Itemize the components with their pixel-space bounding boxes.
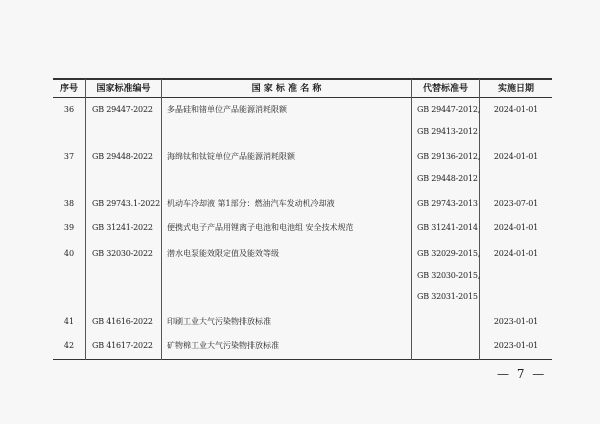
row-index: 39 <box>63 223 75 232</box>
header-index: 序号 <box>59 84 78 94</box>
header-name: 国 家 标 准 名 称 <box>251 84 322 94</box>
row-index: 36 <box>63 105 75 114</box>
row-code: GB 41616-2022 <box>92 317 153 326</box>
row-replaces: GB 32031-2015 <box>417 292 478 301</box>
header-code: 国家标准编号 <box>96 84 151 94</box>
row-date: 2023-07-01 <box>493 199 539 208</box>
row-name: 印刷工业大气污染物排放标准 <box>167 317 271 326</box>
row-date: 2024-01-01 <box>493 152 539 161</box>
row-code: GB 29447-2022 <box>92 105 153 114</box>
row-name: 潜水电泵能效限定值及能效等级 <box>167 249 279 258</box>
row-date: 2023-01-01 <box>493 341 539 350</box>
row-name: 多晶硅和锗单位产品能源消耗限额 <box>167 105 287 114</box>
header-date: 实施日期 <box>497 84 534 94</box>
row-date: 2024-01-01 <box>493 223 539 232</box>
row-name: 海绵钛和钛锭单位产品能源消耗限额 <box>167 152 295 161</box>
row-date: 2023-01-01 <box>493 317 539 326</box>
row-replaces: GB 29447-2012, <box>417 105 481 114</box>
column-divider <box>85 79 86 360</box>
row-index: 40 <box>63 249 75 258</box>
row-index: 41 <box>63 317 75 326</box>
row-replaces: GB 32029-2015, <box>417 249 481 258</box>
row-index: 42 <box>63 341 75 350</box>
row-index: 38 <box>63 199 75 208</box>
page-number: — 7 — <box>497 367 547 381</box>
table-top-rule <box>53 78 552 80</box>
row-code: GB 29743.1-2022 <box>92 199 160 208</box>
row-code: GB 41617-2022 <box>92 341 153 350</box>
row-replaces: GB 29136-2012, <box>417 152 481 161</box>
row-replaces: GB 29743-2013 <box>417 199 478 208</box>
row-name: 矿物棉工业大气污染物排放标准 <box>167 341 279 350</box>
table-bottom-rule <box>53 359 552 360</box>
row-code: GB 29448-2022 <box>92 152 153 161</box>
header-replaces: 代替标准号 <box>422 84 468 94</box>
row-date: 2024-01-01 <box>493 105 539 114</box>
row-name: 机动车冷却液 第1部分：燃油汽车发动机冷却液 <box>167 199 335 208</box>
row-index: 37 <box>63 152 75 161</box>
column-divider <box>411 79 412 360</box>
row-replaces: GB 29448-2012 <box>417 174 478 183</box>
row-replaces: GB 31241-2014 <box>417 223 478 232</box>
row-code: GB 32030-2022 <box>92 249 153 258</box>
row-replaces: GB 29413-2012 <box>417 127 478 136</box>
row-code: GB 31241-2022 <box>92 223 153 232</box>
row-name: 便携式电子产品用锂离子电池和电池组 安全技术规范 <box>167 223 354 232</box>
column-divider <box>161 79 162 360</box>
row-replaces: GB 32030-2015, <box>417 271 481 280</box>
header-bottom-rule <box>53 97 552 98</box>
row-date: 2024-01-01 <box>493 249 539 258</box>
